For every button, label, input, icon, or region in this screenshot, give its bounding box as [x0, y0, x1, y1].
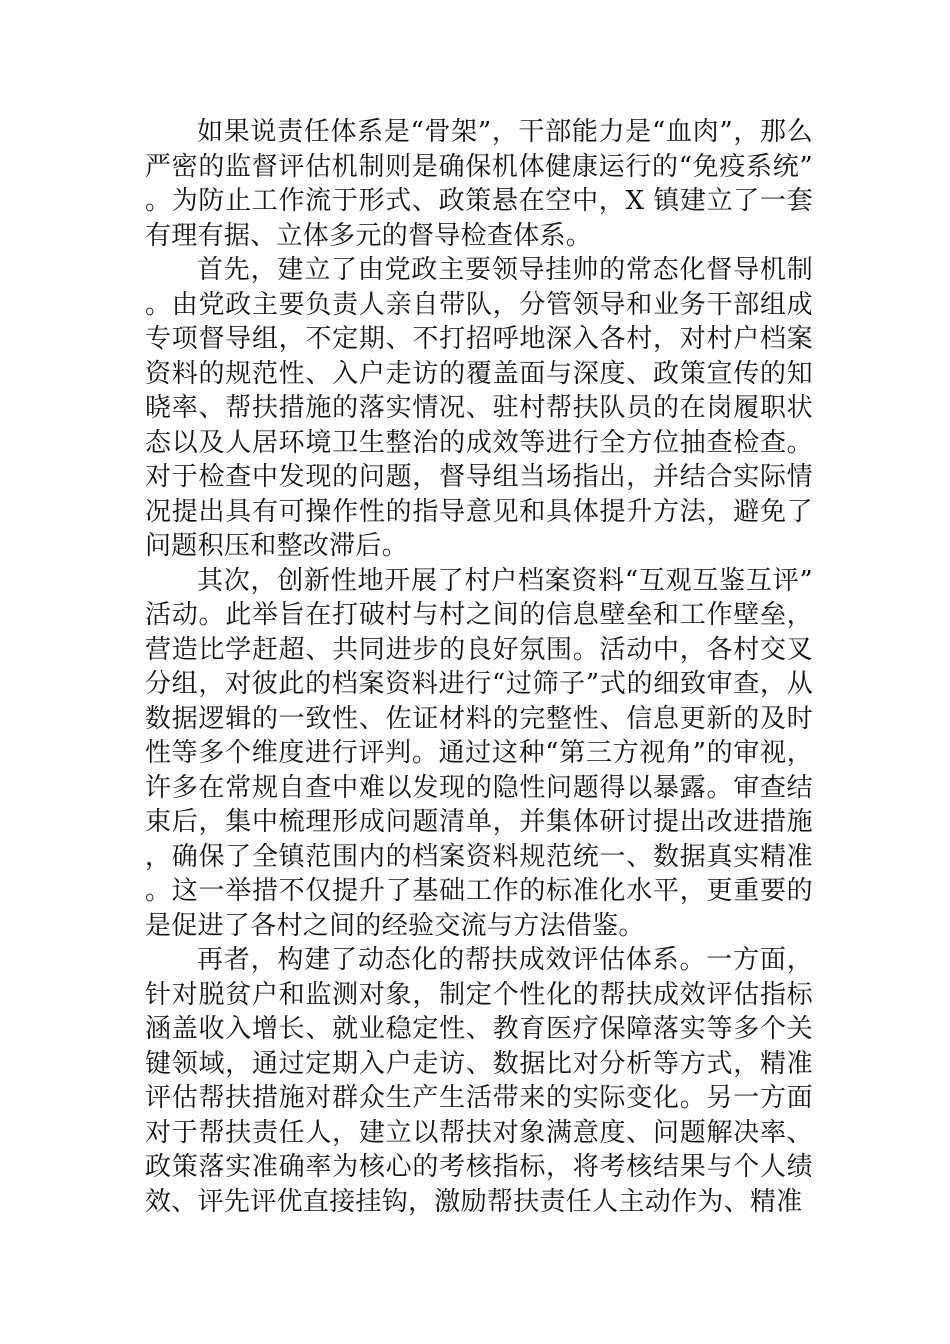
paragraph-second-measure: 其次，创新性地开展了村户档案资料“互观互鉴互评”活动。此举旨在打破村与村之间的信息壁垒和工作壁垒，营造比学赶超、共同进步的良好氛围。活动中，各村交叉分组，对彼此的档案资料进行“过筛子”式的细致审查，从数据逻辑的一致性、佐证材料的完整性、信息更新的及时性等多个维度进行评判。通过这种“第三方视角”的审视，许多在常规自查中难以发现的隐性问题得以暴露。审查结束后，集中梳理形成问题清单，并集体研讨提出改进措施，确保了全镇范围内的档案资料规范统一、数据真实精准。这一举措不仅提升了基础工作的标准化水平，更重要的是促进了各村之间的经验交流与方法借鉴。	[145, 565, 813, 941]
paragraph-third-measure: 再者，构建了动态化的帮扶成效评估体系。一方面，针对脱贫户和监测对象，制定个性化的帮扶成效评估指标涵盖收入增长、就业稳定性、教育医疗保障落实等多个关键领域，通过定期入户走访、数据比对分析等方式，精准评估帮扶措施对群众生产生活带来的实际变化。另一方面对于帮扶责任人，建立以帮扶对象满意度、问题解决率、政策落实准确率为核心的考核指标，将考核结果与个人绩效、评先评优直接挂钩，激励帮扶责任人主动作为、精准	[145, 945, 813, 1217]
document-body	[145, 115, 813, 1219]
paragraph-oversight-intro: 如果说责任体系是“骨架”，干部能力是“血肉”，那么严密的监督评估机制则是确保机体健康运行的“免疫系统”。为防止工作流于形式、政策悬在空中，X 镇建立了一套有理有据、立体多元的督导检查体系。	[145, 117, 813, 251]
paragraph-first-measure: 首先，建立了由党政主要领导挂帅的常态化督导机制。由党政主要负责人亲自带队，分管领导和业务干部组成专项督导组，不定期、不打招呼地深入各村，对村户档案资料的规范性、入户走访的覆盖面与深度、政策宣传的知晓率、帮扶措施的落实情况、驻村帮扶队员的在岗履职状态以及人居环境卫生整治的成效等进行全方位抽查检查。对于检查中发现的问题，督导组当场指出，并结合实际情况提出具有可操作性的指导意见和具体提升方法，避免了问题积压和整改滞后。	[145, 255, 813, 561]
